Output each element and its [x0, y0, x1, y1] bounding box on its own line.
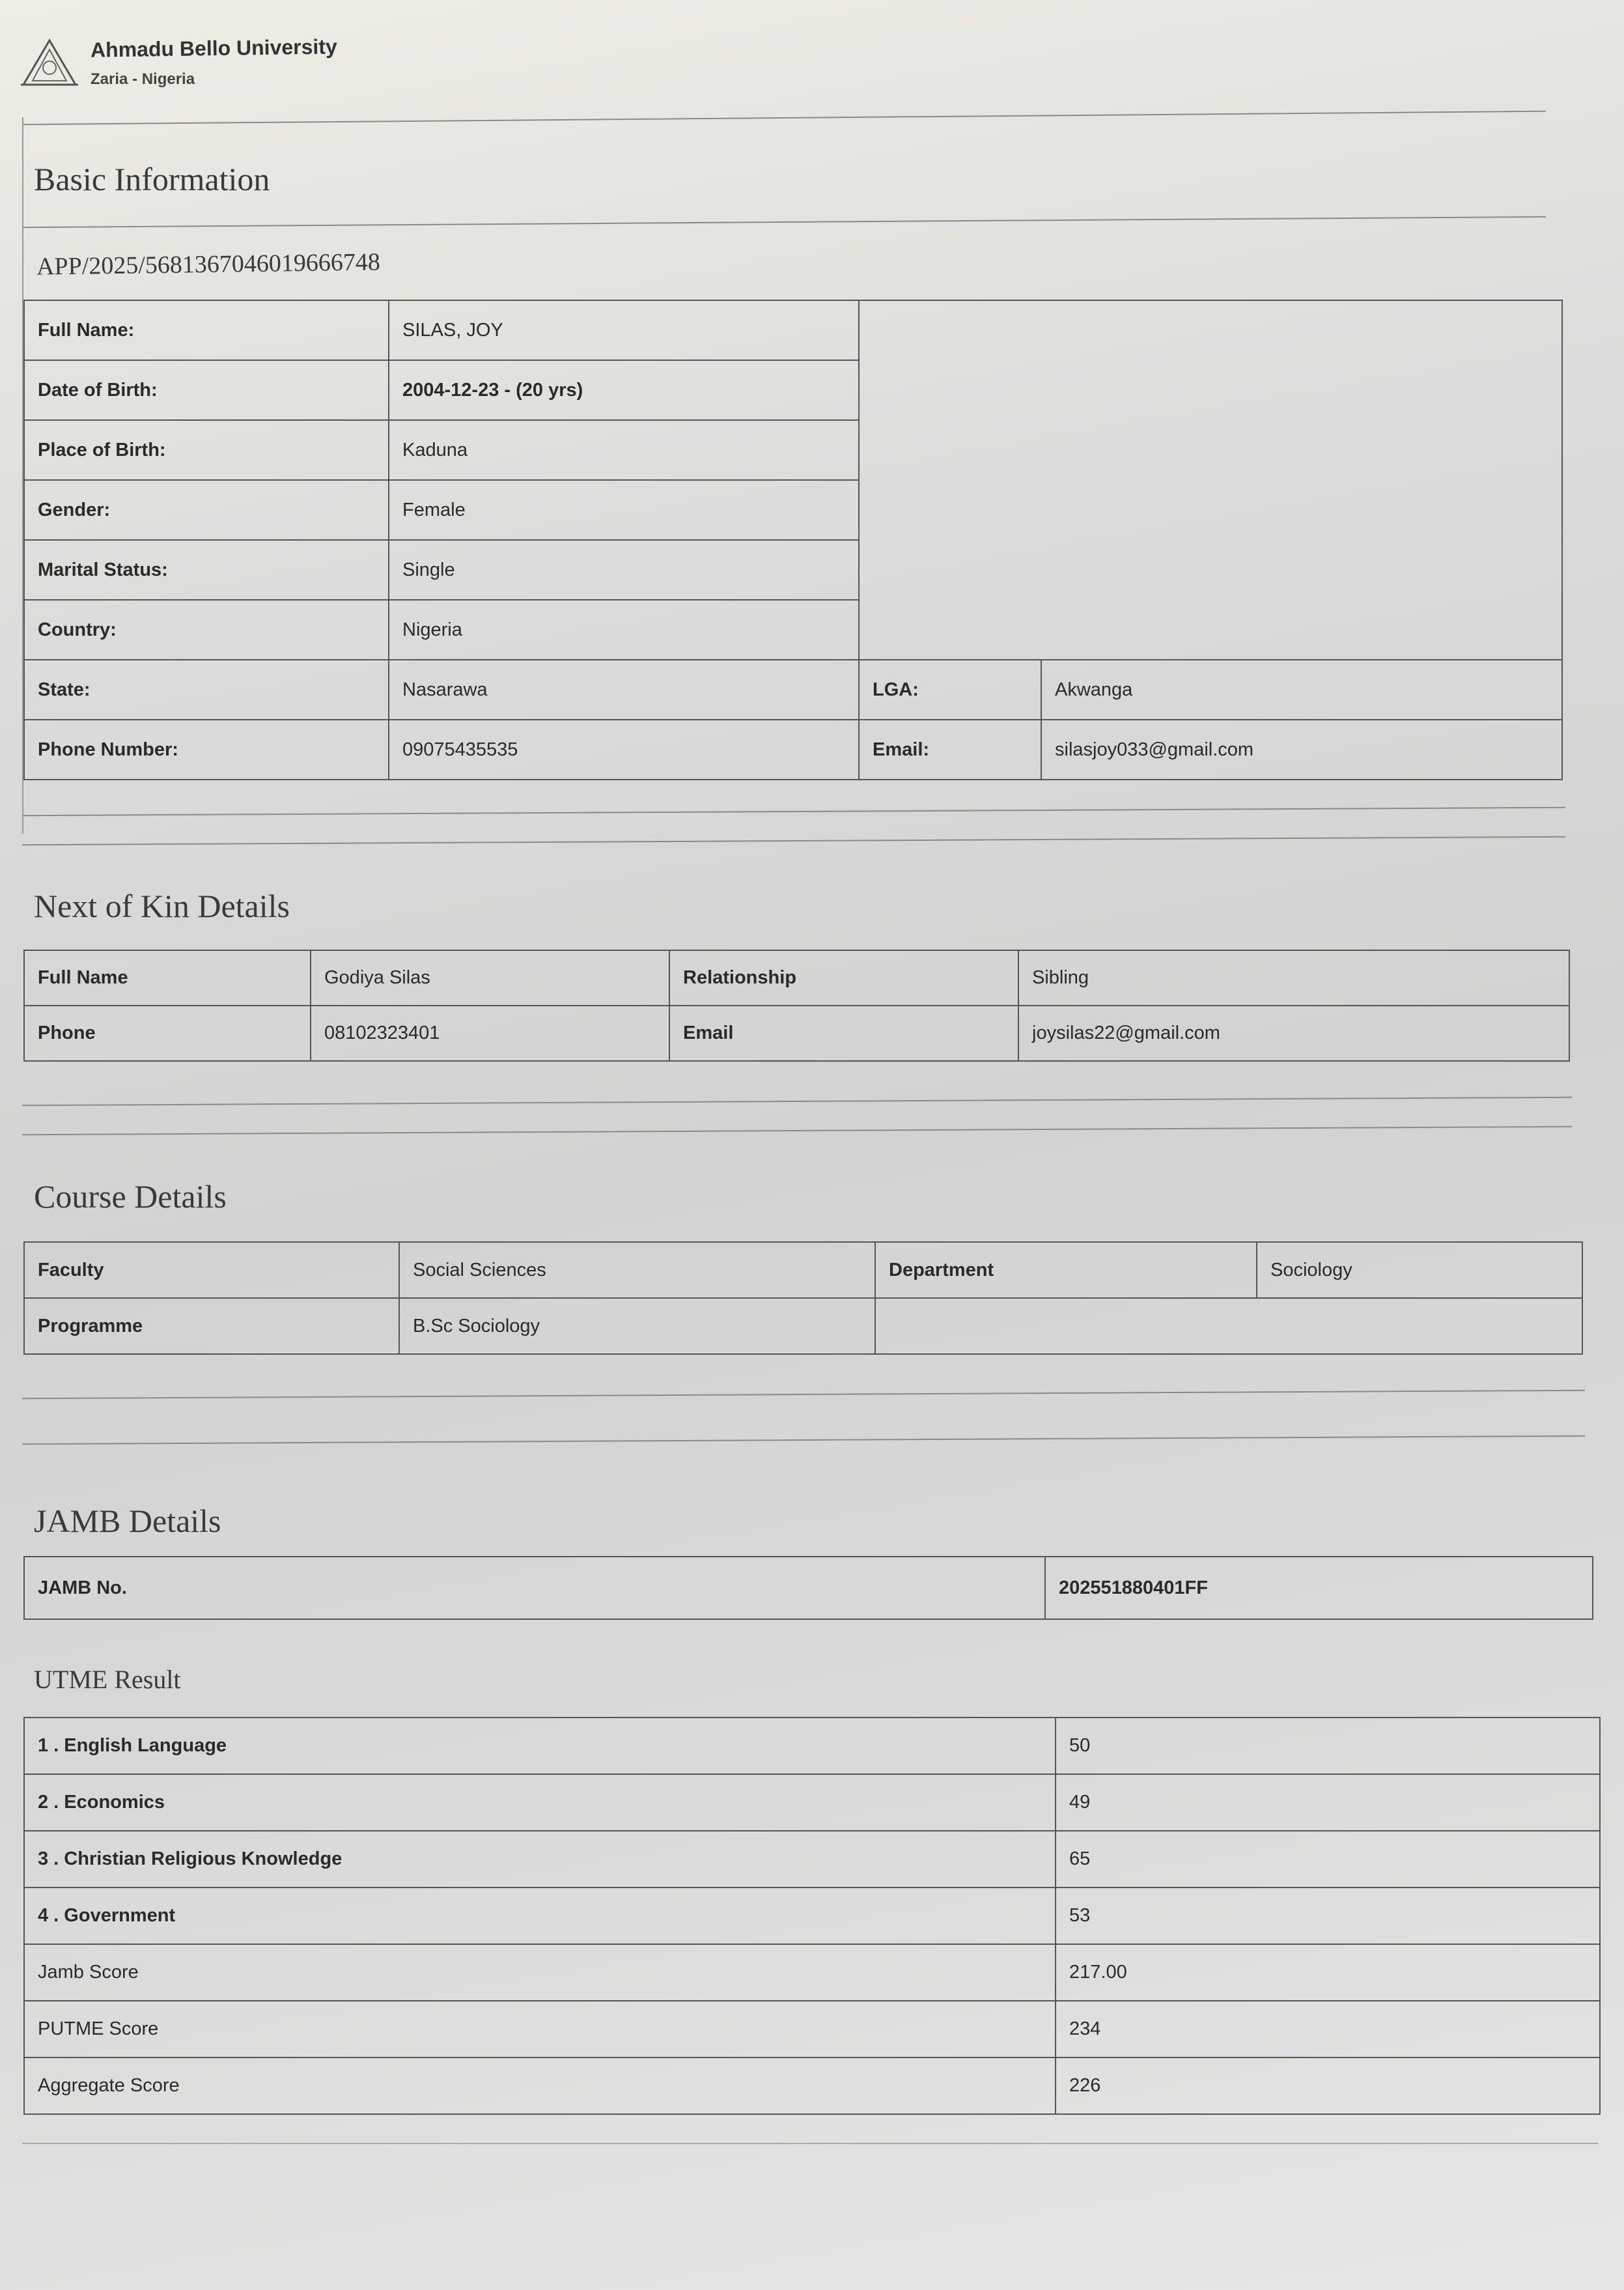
label-jamb-no: JAMB No.: [25, 1557, 1046, 1620]
subject-label: 3 . Christian Religious Knowledge: [25, 1831, 1056, 1888]
value-kin-relationship: Sibling: [1019, 951, 1570, 1006]
value-lga: Akwanga: [1042, 660, 1563, 720]
divider: [22, 1435, 1585, 1445]
label-dob: Date of Birth:: [25, 361, 389, 421]
value-dob: 2004-12-23 - (20 yrs): [389, 361, 860, 421]
subject-label: 2 . Economics: [25, 1775, 1056, 1831]
label-kin-email: Email: [670, 1006, 1019, 1062]
value-state: Nasarawa: [389, 660, 860, 720]
label-email: Email:: [860, 720, 1042, 780]
jamb-score-label: Jamb Score: [25, 1945, 1056, 2001]
divider: [22, 1390, 1585, 1400]
value-department: Sociology: [1257, 1243, 1583, 1299]
label-gender: Gender:: [25, 481, 389, 541]
value-full-name: SILAS, JOY: [389, 301, 860, 361]
section-title-course: Course Details: [34, 1178, 227, 1215]
label-programme: Programme: [25, 1299, 400, 1355]
label-country: Country:: [25, 601, 389, 660]
value-marital-status: Single: [389, 541, 860, 601]
university-location: Zaria - Nigeria: [91, 70, 195, 88]
value-kin-phone: 08102323401: [311, 1006, 670, 1062]
value-faculty: Social Sciences: [400, 1243, 876, 1299]
label-lga: LGA:: [860, 660, 1042, 720]
basic-info-table: [23, 300, 1563, 780]
application-number: APP/2025/5681367046019666748: [36, 248, 381, 281]
label-department: Department: [876, 1243, 1257, 1299]
value-email: silasjoy033@gmail.com: [1042, 720, 1563, 780]
utme-result-table: [23, 1717, 1601, 2115]
value-country: Nigeria: [389, 601, 860, 660]
value-kin-email: joysilas22@gmail.com: [1019, 1006, 1570, 1062]
section-title-kin: Next of Kin Details: [34, 888, 290, 924]
university-name: Ahmadu Bello University: [90, 35, 337, 62]
abu-crest-icon: [18, 38, 81, 90]
value-kin-name: Godiya Silas: [311, 951, 670, 1006]
jamb-number-table: [23, 1556, 1593, 1620]
divider: [22, 1097, 1572, 1106]
putme-score-label: PUTME Score: [25, 2001, 1056, 2058]
value-place-of-birth: Kaduna: [389, 421, 860, 481]
subject-label: 1 . English Language: [25, 1718, 1056, 1775]
aggregate-score-label: Aggregate Score: [25, 2058, 1056, 2115]
label-state: State:: [25, 660, 389, 720]
divider: [22, 216, 1546, 228]
divider: [22, 2143, 1598, 2144]
value-jamb-no: 202551880401FF: [1046, 1557, 1593, 1620]
utme-result-title: UTME Result: [34, 1665, 181, 1694]
label-faculty: Faculty: [25, 1243, 400, 1299]
empty-cell: [876, 1299, 1583, 1355]
photo-area: [860, 301, 1563, 660]
value-programme: B.Sc Sociology: [400, 1299, 876, 1355]
section-title-basic: Basic Information: [34, 161, 270, 197]
next-of-kin-table: [23, 950, 1570, 1062]
subject-score: 49: [1056, 1775, 1601, 1831]
aggregate-score-value: 226: [1056, 2058, 1601, 2115]
label-place-of-birth: Place of Birth:: [25, 421, 389, 481]
label-full-name: Full Name:: [25, 301, 389, 361]
divider: [22, 1126, 1572, 1135]
label-kin-relationship: Relationship: [670, 951, 1019, 1006]
subject-label: 4 . Government: [25, 1888, 1056, 1945]
divider: [22, 836, 1565, 845]
label-kin-phone: Phone: [25, 1006, 311, 1062]
divider: [22, 807, 1565, 816]
divider: [22, 111, 1546, 125]
value-phone: 09075435535: [389, 720, 860, 780]
jamb-score-value: 217.00: [1056, 1945, 1601, 2001]
subject-score: 65: [1056, 1831, 1601, 1888]
course-table: [23, 1241, 1583, 1355]
label-marital-status: Marital Status:: [25, 541, 389, 601]
subject-score: 53: [1056, 1888, 1601, 1945]
subject-score: 50: [1056, 1718, 1601, 1775]
label-kin-name: Full Name: [25, 951, 311, 1006]
section-title-jamb: JAMB Details: [34, 1503, 221, 1539]
label-phone: Phone Number:: [25, 720, 389, 780]
value-gender: Female: [389, 481, 860, 541]
putme-score-value: 234: [1056, 2001, 1601, 2058]
